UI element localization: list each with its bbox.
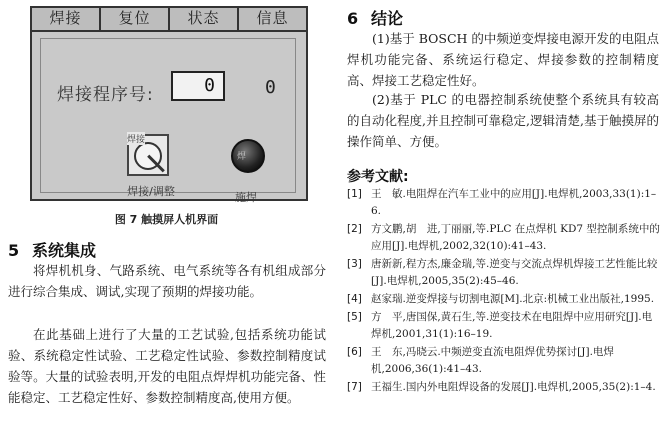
hmi-tab-info: 信息 bbox=[239, 8, 306, 30]
section-5-heading bbox=[8, 238, 96, 261]
reference-number: [7] bbox=[347, 381, 362, 393]
weld-adjust-selector-switch bbox=[127, 134, 169, 176]
weld-button-icon bbox=[231, 139, 265, 173]
reference-text: 王 东,冯晓云.中频逆变直流电阻焊优势探讨[J].电焊机,2006,36(1):41–43. bbox=[371, 346, 614, 375]
reference-number: [1] bbox=[347, 188, 362, 200]
program-number-label: 焊接程序号: bbox=[57, 85, 154, 105]
reference-item bbox=[347, 379, 661, 396]
section-number: 5 bbox=[8, 241, 20, 260]
section-title: 系统集成 bbox=[32, 241, 97, 260]
hmi-tab-bar bbox=[32, 8, 306, 32]
reference-text: 赵家瑞.逆变焊接与切割电源[M].北京:机械工业出版社,1995. bbox=[371, 293, 655, 305]
section-6-heading bbox=[347, 6, 403, 29]
reference-number: [5] bbox=[347, 311, 362, 323]
reference-text: 王 敏.电阻焊在汽车工业中的应用[J].电焊机,2003,33(1):1–6. bbox=[371, 188, 657, 217]
selector-tag: 焊接 bbox=[127, 132, 145, 145]
touchscreen-hmi-figure bbox=[30, 6, 308, 204]
reference-item bbox=[347, 256, 661, 290]
section-5-paragraph-1: 将焊机机身、气路系统、电气系统等各有机组成部分进行综合集成、调试,实现了预期的焊接功能。 bbox=[8, 263, 326, 299]
reference-text: 方文鹏,胡 进,丁丽丽,等.PLC 在点焊机 KD7 型控制系统中的应用[J].电焊机,2002,32(10):41–43. bbox=[371, 223, 660, 252]
figure-caption: 图 7 触摸屏人机界面 bbox=[114, 213, 219, 226]
section-5-paragraph-2: 在此基础上进行了大量的工艺试验,包括系统功能试验、系统稳定性试验、工艺稳定性试验、参数控制精度试验等。大量的试验表明,开发的电阻点焊焊机功能完备、性能稳定、工艺稳定性好、参数控制精度高,使用方便。 bbox=[8, 327, 326, 405]
hmi-tab-weld: 焊接 bbox=[32, 8, 101, 30]
program-number-display: 0 bbox=[265, 77, 276, 98]
weld-button-label: 施焊 bbox=[235, 191, 257, 204]
hmi-content-area bbox=[40, 38, 296, 204]
hmi-tab-status: 状态 bbox=[170, 8, 239, 30]
reference-number: [3] bbox=[347, 258, 362, 270]
reference-text: 王福生.国内外电阻焊设备的发展[J].电焊机,2005,35(2):1–4. bbox=[371, 381, 656, 393]
reference-list bbox=[347, 186, 661, 397]
reference-item bbox=[347, 186, 661, 220]
reference-number: [2] bbox=[347, 223, 362, 235]
section-6-paragraph-2: (2)基于 PLC 的电器控制系统使整个系统具有较高的自动化程度,并且控制可靠稳定,逻辑清楚,基于触摸屏的操作简单、方便。 bbox=[347, 92, 659, 149]
reference-item bbox=[347, 309, 661, 343]
right-column bbox=[345, 0, 661, 431]
section-number: 6 bbox=[347, 9, 359, 28]
section-title: 结论 bbox=[371, 9, 404, 28]
section-6-paragraph-1: (1)基于 BOSCH 的中频逆变焊接电源开发的电阻点焊机功能完备、系统运行稳定、焊接参数的控制精度高、焊接工艺稳定性好。 bbox=[347, 31, 659, 88]
reference-item bbox=[347, 291, 661, 308]
weld-button-text: 焊 bbox=[237, 152, 247, 162]
reference-item bbox=[347, 221, 661, 255]
selector-label: 焊接/调整 bbox=[127, 185, 175, 198]
selector-knob-icon bbox=[134, 142, 162, 170]
hmi-tab-reset: 复位 bbox=[101, 8, 170, 30]
reference-text: 唐新新,程方杰,廉金瑞,等.逆变与交流点焊机焊接工艺性能比较[J].电焊机,2005,35(2):45–46. bbox=[371, 258, 658, 287]
reference-number: [4] bbox=[347, 293, 362, 305]
reference-number: [6] bbox=[347, 346, 362, 358]
program-number-input: 0 bbox=[171, 71, 225, 101]
references-heading: 参考文献: bbox=[347, 169, 409, 185]
reference-item bbox=[347, 344, 661, 378]
reference-text: 方 平,唐国保,黄石生,等.逆变技术在电阻焊中应用研究[J].电焊机,2001,31(1):16–19. bbox=[371, 311, 653, 340]
